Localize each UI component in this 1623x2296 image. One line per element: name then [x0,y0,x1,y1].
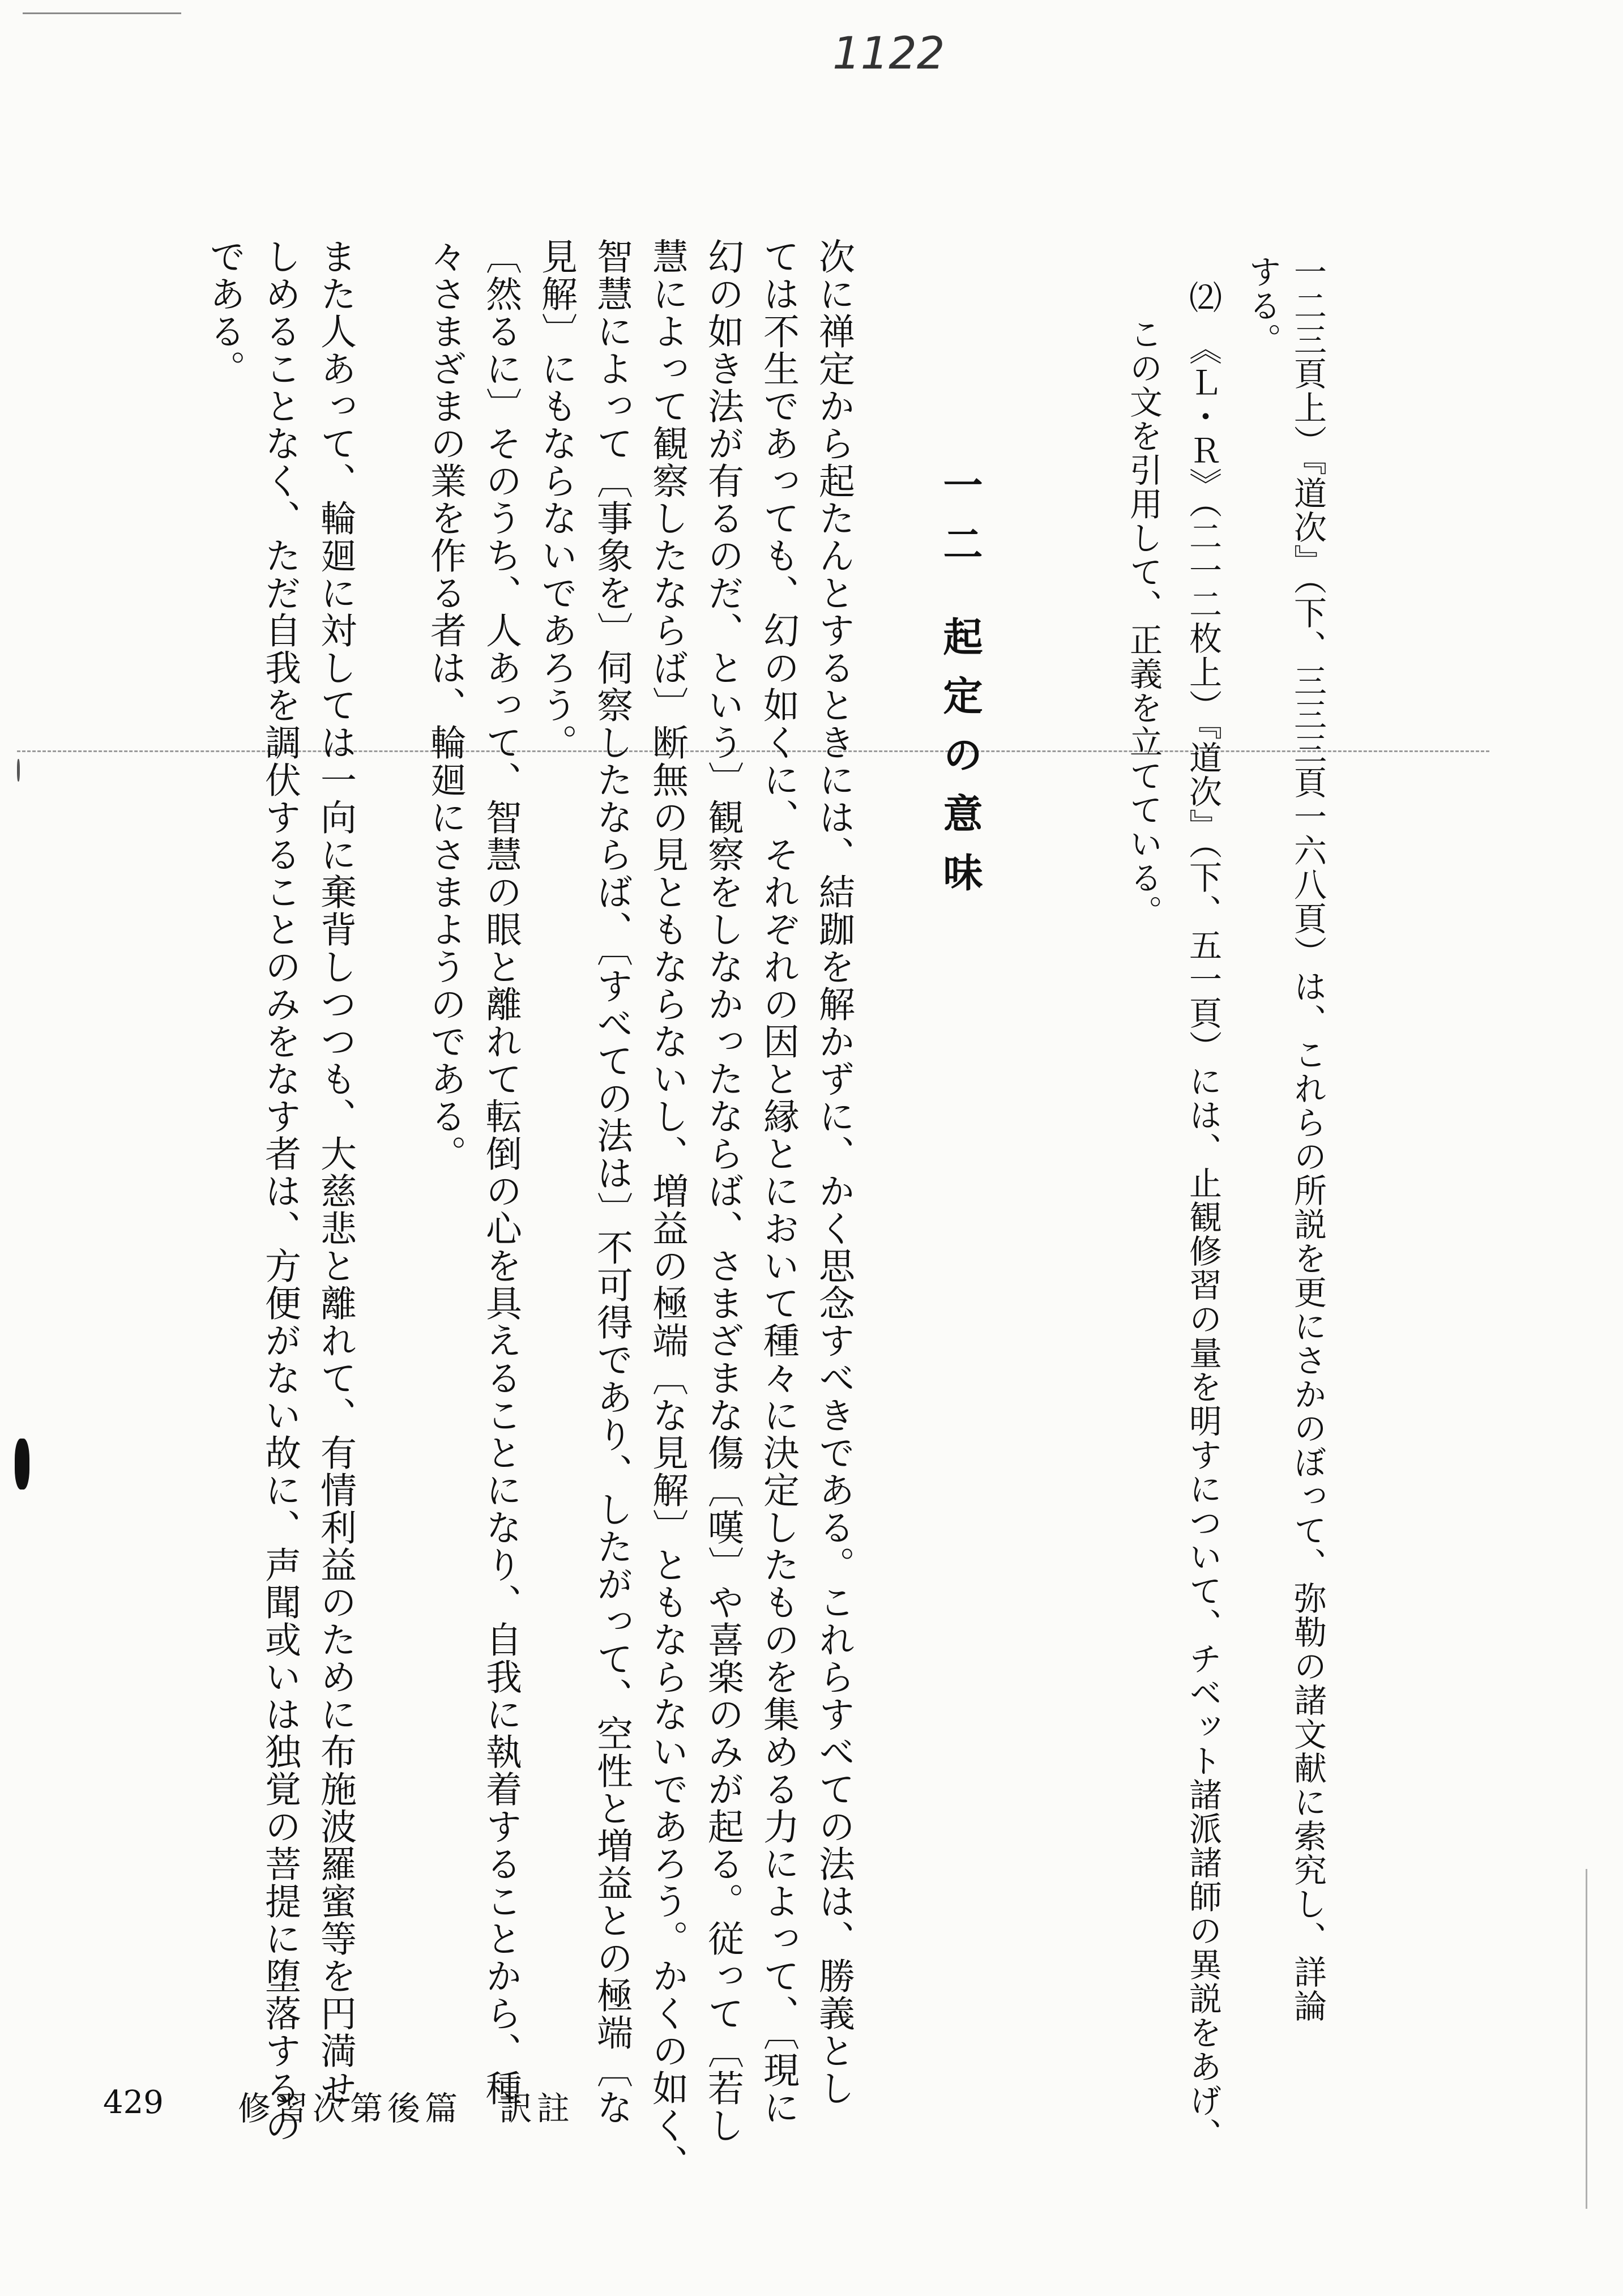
section-heading [937,464,984,911]
body-line-4: 慧によって観察したならば〕断無の見ともならないし、増益の極端〔な見解〕ともならないであろう。かくの如く、 [646,238,688,2182]
note-line-3: ⑵ 《Ｌ・Ｒ》（二一二枚上）『道次』（下、五一頁）には、止観修習の量を明すについて、チベット諸派諸師の異説をあげ、 [1184,280,1222,2152]
handwritten-mark: 1122 [832,28,945,79]
body-line-3: 幻の如き法が有るのだ、という〕観察をしなかったならば、さまざまな傷〔嘆〕や喜楽のみが起る。従って〔若し [702,238,744,2144]
body-line-9: また人あって、輪廻に対しては一向に棄背しつつも、大慈悲と離れて、有情利益のために布施波羅蜜等を円満せ [314,238,356,2107]
right-scan-line [1586,1869,1587,2209]
body-line-2: ては不生であっても、幻の如くに、それぞれの因と縁とにおいて種々に決定したものを集める力によって、〔現に [757,238,799,2126]
note-line-4: この文を引用して、正義を立てている。 [1124,317,1163,929]
body-line-5: 智慧によって〔事象を〕伺察したならば、〔すべての法は〕不可得であり、したがって、空性と増益との極端〔な [591,238,633,2126]
body-line-11: である。 [203,238,245,387]
section-number: 一二 [937,464,984,582]
left-scan-tick [17,759,20,782]
body-line-6: 見解〕にもならないであろう。 [535,238,577,761]
top-scan-line [23,12,181,14]
body-line-7: 〔然るに〕そのうち、人あって、智慧の眼と離れて転倒の心を具えることになり、自我に執着することから、種 [480,238,522,2107]
middle-scan-dash [17,750,1489,752]
note-line-1: 一二三頁上）『道次』（下、三三三頁一六八頁）は、これらの所説を更にさかのぼって、弥勒の諸文献に索究し、詳論 [1288,255,1327,2023]
body-line-8: 々さまざまの業を作る者は、輪廻にさまようのである。 [424,238,466,1172]
body-line-10: しめることなく、ただ自我を調伏することのみをなす者は、方便がない故に、声聞或いは独覚の菩提に堕落するの [259,238,301,2144]
section-title: 起定の意味 [937,616,984,911]
running-footer-title: 修習次第後篇 訳註 [238,2089,575,2128]
page-number: 429 [103,2084,164,2121]
body-line-1: 次に禅定から起たんとするときには、結跏を解かずに、かく思念すべきである。これらすべての法は、勝義とし [813,238,855,2107]
left-scan-mark [15,1439,29,1490]
note-line-2: する。 [1243,255,1282,357]
